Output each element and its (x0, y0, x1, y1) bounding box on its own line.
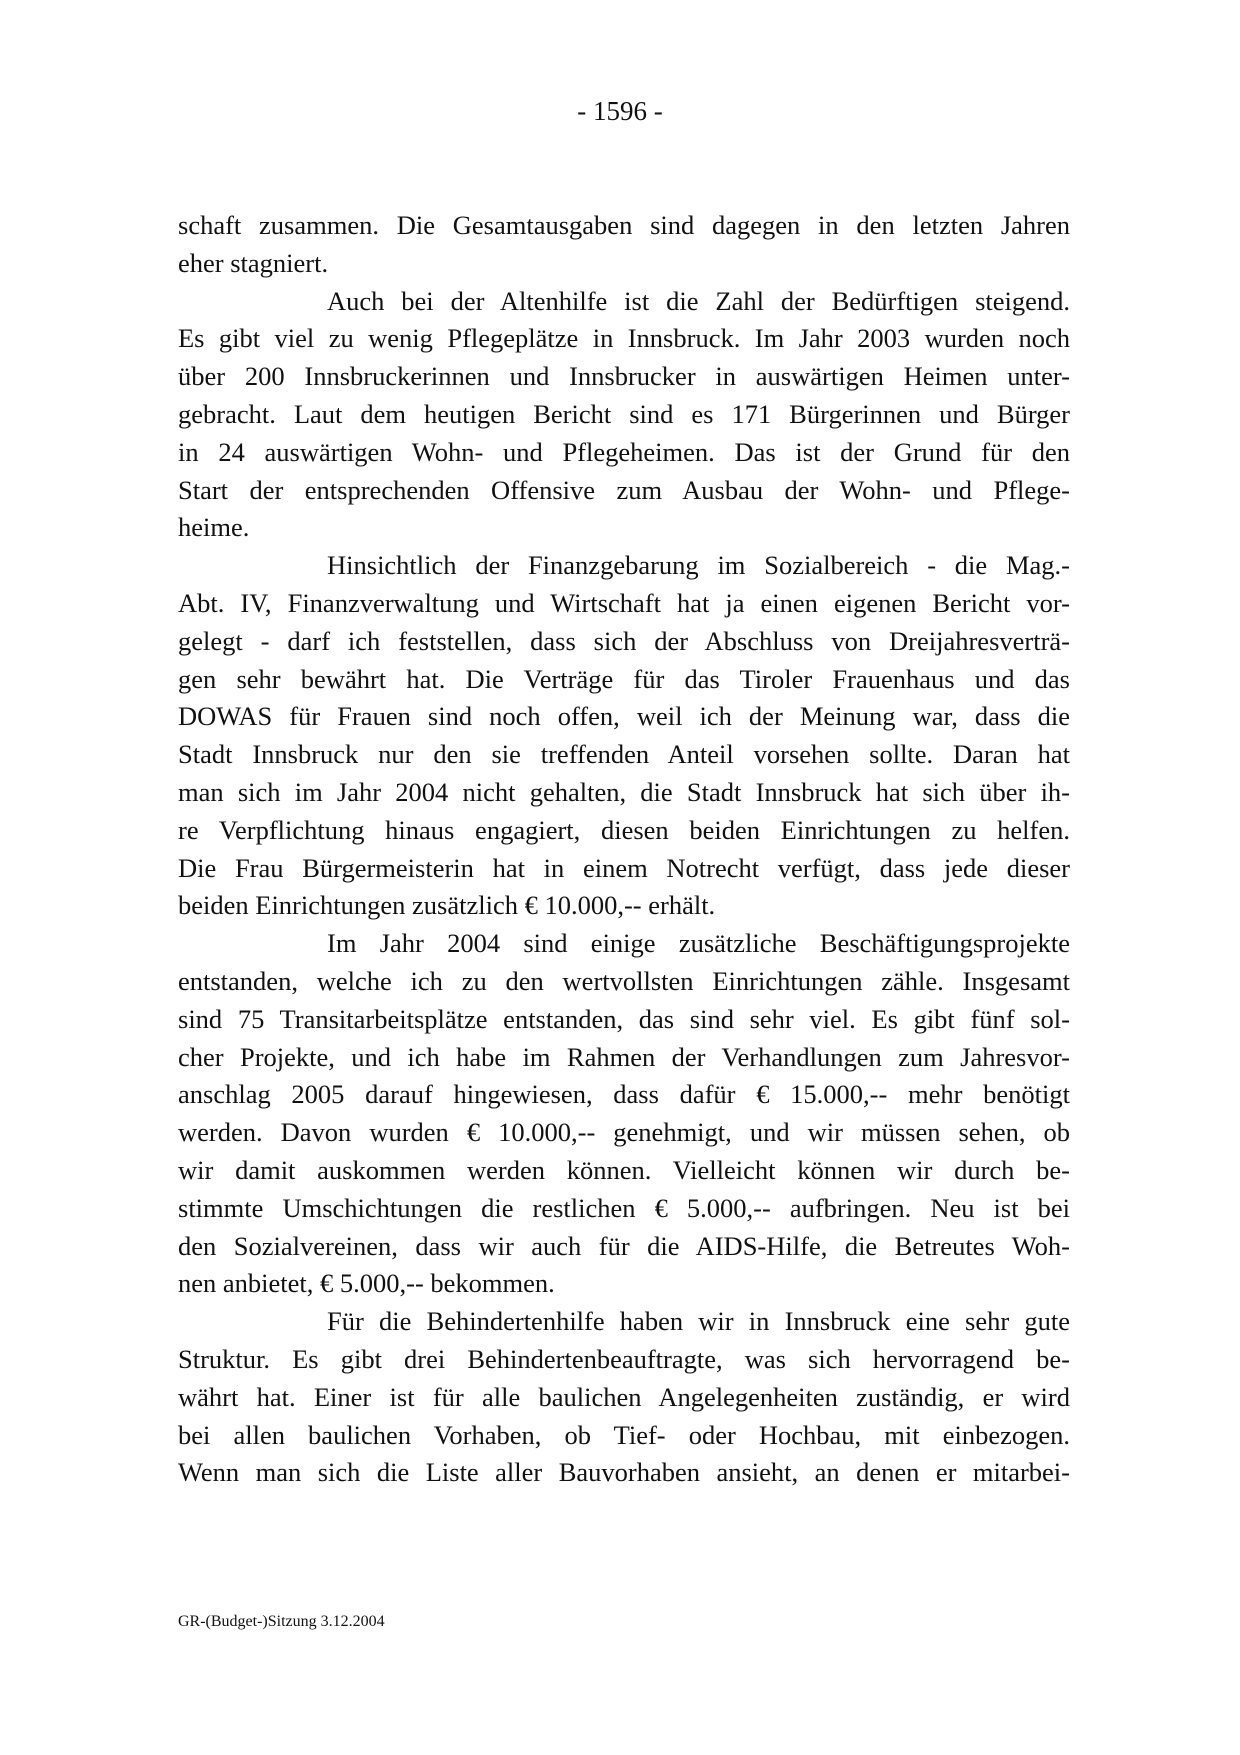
text-line: sind 75 Transitarbeitsplätze entstanden, das sind sehr viel. Es gibt fünf sol- (178, 1003, 1070, 1034)
text-line: stimmte Umschichtungen die restlichen € 5.000,-- aufbringen. Neu ist bei (178, 1192, 1070, 1223)
text-line: werden. Davon wurden € 10.000,-- genehmigt, und wir müssen sehen, ob (178, 1117, 1070, 1148)
text-line: Auch bei der Altenhilfe ist die Zahl der Bedürftigen steigend. (327, 285, 1070, 316)
text-line: bei allen baulichen Vorhaben, ob Tief- oder Hochbau, mit einbezogen. (178, 1419, 1070, 1450)
text-line: Im Jahr 2004 sind einige zusätzliche Beschäftigungsprojekte (327, 928, 1070, 959)
text-line: cher Projekte, und ich habe im Rahmen der Verhandlungen zum Jahresvor- (178, 1041, 1070, 1072)
text-line: Start der entsprechenden Offensive zum Ausbau der Wohn- und Pflege- (178, 474, 1070, 505)
text-line: währt hat. Einer ist für alle baulichen Angelegenheiten zuständig, er wird (178, 1381, 1070, 1412)
text-line: anschlag 2005 darauf hingewiesen, dass dafür € 15.000,-- mehr benötigt (178, 1079, 1070, 1110)
text-line: schaft zusammen. Die Gesamtausgaben sind dagegen in den letzten Jahren (178, 210, 1070, 240)
text-line: Abt. IV, Finanzverwaltung und Wirtschaft hat ja einen eigenen Bericht vor- (178, 587, 1070, 618)
text-line: DOWAS für Frauen sind noch offen, weil ich der Meinung war, dass die (178, 701, 1070, 732)
footer-session-label: GR-(Budget-)Sitzung 3.12.2004 (178, 1613, 385, 1630)
text-line: über 200 Innsbruckerinnen und Innsbrucker in auswärtigen Heimen unter- (178, 361, 1070, 392)
text-line: Die Frau Bürgermeisterin hat in einem Notrecht verfügt, dass jede dieser (178, 852, 1070, 883)
text-line: man sich im Jahr 2004 nicht gehalten, die Stadt Innsbruck hat sich über ih- (178, 776, 1070, 807)
page-number: - 1596 - (577, 96, 663, 126)
text-line: gen sehr bewährt hat. Die Verträge für das Tiroler Frauenhaus und das (178, 663, 1070, 694)
text-line: eher stagniert. (178, 247, 329, 278)
text-line: entstanden, welche ich zu den wertvollsten Einrichtungen zähle. Insgesamt (178, 965, 1070, 996)
text-line: Hinsichtlich der Finanzgebarung im Sozialbereich - die Mag.- (327, 550, 1070, 581)
text-line: gebracht. Laut dem heutigen Bericht sind es 171 Bürgerinnen und Bürger (178, 398, 1070, 429)
text-line: den Sozialvereinen, dass wir auch für die AIDS-Hilfe, die Betreutes Woh- (178, 1230, 1070, 1261)
body-text (178, 207, 1070, 1492)
text-line: Stadt Innsbruck nur den sie treffenden Anteil vorsehen sollte. Daran hat (178, 739, 1070, 770)
text-line: heime. (178, 512, 250, 543)
text-line: Es gibt viel zu wenig Pflegeplätze in Innsbruck. Im Jahr 2003 wurden noch (178, 323, 1070, 354)
text-line: re Verpflichtung hinaus engagiert, diesen beiden Einrichtungen zu helfen. (178, 814, 1070, 845)
text-line: Für die Behindertenhilfe haben wir in Innsbruck eine sehr gute (327, 1306, 1070, 1337)
text-line: Struktur. Es gibt drei Behindertenbeauftragte, was sich hervorragend be- (178, 1343, 1070, 1374)
text-line: Wenn man sich die Liste aller Bauvorhaben ansieht, an denen er mitarbei- (178, 1457, 1070, 1488)
text-line: in 24 auswärtigen Wohn- und Pflegeheimen. Das ist der Grund für den (178, 436, 1070, 467)
text-line: wir damit auskommen werden können. Vielleicht können wir durch be- (178, 1154, 1070, 1185)
text-line: beiden Einrichtungen zusätzlich € 10.000,-- erhält. (178, 890, 716, 921)
text-line: nen anbietet, € 5.000,-- bekommen. (178, 1268, 555, 1299)
text-line: gelegt - darf ich feststellen, dass sich der Abschluss von Dreijahresverträ- (178, 625, 1070, 656)
